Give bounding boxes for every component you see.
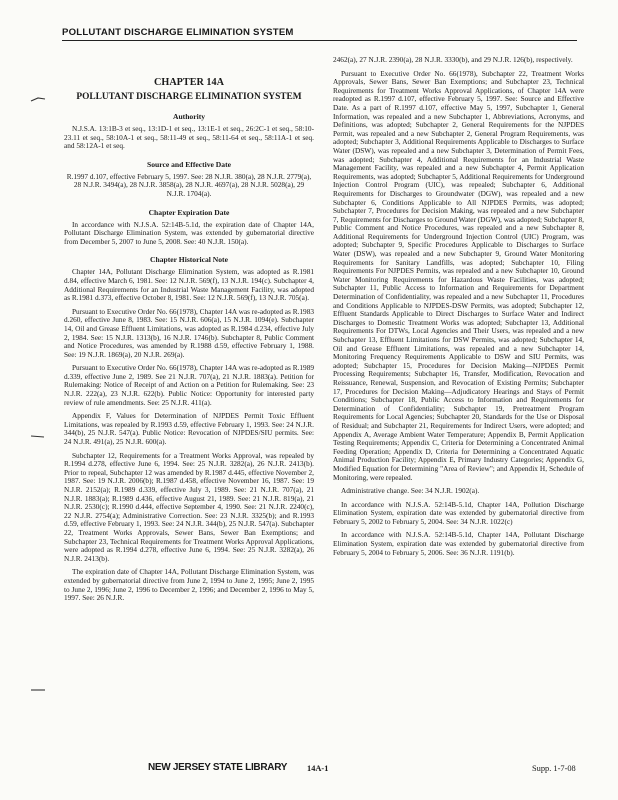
supplement-date: Supp. 1-7-08 <box>532 764 576 773</box>
running-header: POLLUTANT DISCHARGE ELIMINATION SYSTEM <box>62 27 577 41</box>
source-heading: Source and Effective Date <box>146 159 231 169</box>
history-paragraph: 2462(a), 27 N.J.R. 2390(a), 28 N.J.R. 3330(b), and 29 N.J.R. 126(b), respectively. <box>333 55 573 64</box>
history-paragraph: Pursuant to Executive Order No. 66(1978), Subchapter 22, Treatment Works Approvals, Sewer Bans, Sewer Ban Exemptions; and Subchapter 23, Technical Requirements for Treatment Works Approval Applications, of Chapter 14A were readopted as R.1997 d.107, effective February 5, 1997. See: Source and Effective Date. As a part of R.1997 d.107, effective May 5, 1997, Subchapter 1, General Information, was repealed and a new Subchapter 1, Abbreviations, Acronyms, and Definitions, was adopted; Subchapter 2, General Requirements for the NJPDES Permit, was repealed and a new Subchapter 2, General Program Requirements, was adopted; Subchapter 3, Additional Requirements Applicable to Discharges to Surface Water (DSW), was repealed and a new Subchapter 3, Determination of Permit Fees, was adopted; Subchapter 4, Additional Requirements for an Industrial Waste Management Facility, was repealed and a new Subchapter 4, Permit Application Requirements, was adopted; Subchapter 5, Additional Requirements for Underground Injection Control Program (UIC), was repealed; Subchapter 6, Additional Requirements for Discharges to Groundwater (DGW), was repealed and a new Subchapter 6, Conditions Applicable to All NJPDES Permits, was adopted; Subchapter 7, Procedures for Decision Making, was repealed and a new Subchapter 7, Requirements for Discharges to Ground Water (DGW), was adopted; Subchapter 8, Public Comment and Notice Procedures, was repealed and a new Subchapter 8, Additional Requirements for Underground Injection Control (UIC) Program, was adopted; Subchapter 9, Specific Procedures Applicable to Discharges to Surface Water (DSW), was repealed and a new Subchapter 9, Ground Water Monitoring Requirements for Sanitary Landfills, was adopted; Subchapter 10, Filing Requirements For NJPDES Permits, was repealed and a new Subchapter 10, Ground Water Monitoring Requirements for Hazardous Waste Facilities, was adopted; Subchapter 11, Public Access to Information and Requirements for Department Determination of Confidentiality, was repealed and a new Subchapter 11, Procedures and Conditions Applicable to NJPDES-DSW Permits, was adopted; Subchapter 12, Effluent Standards Applicable to Direct Discharges to Surface Water and Indirect Discharges to Domestic Treatment Works was adopted; Subchapter 13, Additional Requirements For DTWs, Local Agencies and Their Users, was repealed and a new Subchapter 13, Effluent Limitations for DSW Permits, was adopted; Subchapter 14, Oil and Grease Effluent Limitations, was repealed and a new Subchapter 14, Monitoring Frequency Requirements Applicable to DSW and SIU Permits, was adopted; Subchapter 15, Procedures for Decision Making—NJPDES Permit Processing Requirements; Subchapter 16, Transfer, Modification, Revocation and Reissuance, Renewal, Suspension, and Revocation of Existing Permits; Subchapter 17, Procedures for Decision Making—Adjudicatory Hearings and Stays of Permit Conditions; Subchapter 18, Public Access to Information and Requirements for Determination of Confidentiality; Subchapter 19, Pretreatment Program Requirements for Local Agencies; Subchapter 20, Standards for the Use or Disposal of Residual; and Subchapter 21, Requirements for Indirect Users, were adopted; and Appendix A, Average Ambient Water Temperature; Appendix B, Permit Application Testing Requirements; Appendix C, Criteria for Determining a Concentrated Animal Feeding Operation; Appendix D, Criteria for Determining a Concentrated Aquatic Animal Production Facility; Appendix E, Primary Industry Categories; Appendix G, Modified Equation for Determining "Area of Review"; and Appendix H, Schedule of Monitoring, were repealed. <box>333 68 584 482</box>
authority-heading: Authority <box>172 112 206 121</box>
history-paragraph: The expiration date of Chapter 14A, Pollutant Discharge Elimination System, was extended by gubernatorial directive from June 2, 1994 to June 2, 1995; June 2, 1995 to June 2, 1996; June 2, 1996 to December 2, 1996; and December 2, 1996 to May 5, 1997. See: 26 N.J.R. <box>64 567 314 603</box>
margin-mark-icon <box>30 95 46 103</box>
history-paragraph: Chapter 14A, Pollutant Discharge Elimination System, was adopted as R.1981 d.84, effective March 6, 1981. See: 12 N.J.R. 569(f), 13 N.J.R. 194(c). Subchapter 4, Additional Requirements for an Industrial Waste Management Facility, was adopted as R.1981 d.373, effective October 8, 1981. See: 12 N.J.R. 569(f), 13 N.J.R. 705(a). <box>64 267 314 303</box>
left-column <box>64 71 314 608</box>
history-paragraph: Appendix F, Values for Determination of NJPDES Permit Toxic Effluent Limitations, was repealed by R.1993 d.59, effective February 1, 1993. See: 24 N.J.R. 344(b), 25 N.J.R. 547(a). Public Notice: Revocation of NJPDES/SIU permits. See: 24 N.J.R. 491(a), 25 N.J.R. 600(a). <box>64 411 314 447</box>
page-footer <box>0 762 618 782</box>
source-text: R.1997 d.107, effective February 5, 1997. See: 28 N.J.R. 380(a), 28 N.J.R. 2779(a), 28 N.J.R. 3494(a), 28 N.J.R. 3858(a), 28 N.J.R. 4697(a), 28 N.J.R. 5028(a), 29 N.J.R. 1704(a). <box>66 171 312 198</box>
history-paragraph: In accordance with N.J.S.A. 52:14B-5.1d, Chapter 14A, Pollution Discharge Elimination System, expiration date was extended by gubernatorial directive from February 5, 2002 to February 5, 2004. See: 34 N.J.R. 1022(c) <box>333 499 584 526</box>
expiration-text: In accordance with N.J.S.A. 52:14B-5.1d, the expiration date of Chapter 14A, Pollutant Discharge Elimination System, was extended by gubernatorial directive from December 5, 2007 to June 5, 2008. See: 40 N.J.R. 150(a). <box>64 219 314 246</box>
expiration-heading: Chapter Expiration Date <box>148 207 230 217</box>
margin-mark-icon <box>30 432 46 440</box>
history-paragraph: Administrative change. See: 34 N.J.R. 1902(a). <box>341 486 480 496</box>
chapter-number: CHAPTER 14A <box>154 77 224 88</box>
history-paragraph: Subchapter 12, Requirements for a Treatment Works Approval, was repealed by R.1994 d.278, effective June 6, 1994. See: 25 N.J.R. 3282(a), 26 N.J.R. 2413(b). Prior to repeal, Subchapter 12 was amended by R.1987 d.445, effective November 2, 1987. See: 19 N.J.R. 2006(b); R.1987 d.458, effective November 16, 1987. See: 19 N.J.R. 2152(a); R.1989 d.339, effective July 3, 1989. See: 21 N.J.R. 707(a), 21 N.J.R. 1883(a); R.1989 d.436, effective August 21, 1989. See: 21 N.J.R. 819(a), 21 N.J.R. 2530(c); R.1990 d.444, effective September 4, 1990. See: 21 N.J.R. 2240(c), 22 N.J.R. 2754(a); Administrative Correction. See: 23 N.J.R. 3325(b); and R.1993 d.59, effective February 1, 1993. See: 24 N.J.R. 344(b), 25 N.J.R. 547(a). Subchapter 22, Treatment Works Approvals, Sewer Bans, Sewer Ban Exemptions; and Subchapter 23, Technical Requirements for Treatment Works Approval Applications, were adopted as R.1994 d.278, effective June 6, 1994. See: 25 N.J.R. 3282(a), 26 N.J.R. 2413(b). <box>64 450 314 563</box>
history-paragraph: Pursuant to Executive Order No. 66(1978), Chapter 14A was re-adopted as R.1983 d.260, effective June 8, 1983. See: 15 N.J.R. 606(a), 15 N.J.R. 1094(e). Subchapter 14, Oil and Grease Effluent Limitations, was adopted as R.1984 d.234, effective July 2, 1984. See: 15 N.J.R. 1313(b), 16 N.J.R. 1746(b). Subchapter 8, Public Comment and Notice Procedures, was amended by R.1988 d.59, effective February 1, 1988. See: 19 N.J.R. 1869(a), 20 N.J.R. 269(a). <box>64 306 314 359</box>
history-paragraph: In accordance with N.J.S.A. 52:14B-5.1d, Chapter 14A, Pollutant Discharge Elimination System, expiration date was extended by gubernatorial directive from February 5, 2004 to February 5, 2006. See: 36 N.J.R. 1191(b). <box>333 530 584 557</box>
page-number: 14A-1 <box>307 764 329 773</box>
margin-mark-icon <box>30 686 46 694</box>
library-stamp: NEW JERSEY STATE LIBRARY <box>148 762 288 773</box>
history-heading: Chapter Historical Note <box>150 255 228 265</box>
history-paragraph: Pursuant to Executive Order No. 66(1978), Chapter 14A was re-adopted as R.1989 d.339, effective June 2, 1989. See 21 N.J.R. 707(a), 21 N.J.R. 1883(a). Petition for Rulemaking: Notice of Receipt of and Action on a Petition for Rulemaking. See: 23 N.J.R. 222(a), 23 N.J.R. 622(b). Public Notice: Opportunity for interested party review of rule amendments. See: 25 N.J.R. 411(a). <box>64 363 314 407</box>
right-column <box>333 56 584 562</box>
chapter-title: POLLUTANT DISCHARGE ELIMINATION SYSTEM <box>76 92 302 102</box>
authority-text: N.J.S.A. 13:1B-3 et seq., 13:1D-1 et seq., 13:1E-1 et seq., 26:2C-1 et seq., 58:10-23.11 et seq., 58:10A-1 et seq., 58:11-49 et seq., 58:11-64 et seq., 58:11A-1 et seq. and 58:12A-1 et seq. <box>64 124 314 151</box>
